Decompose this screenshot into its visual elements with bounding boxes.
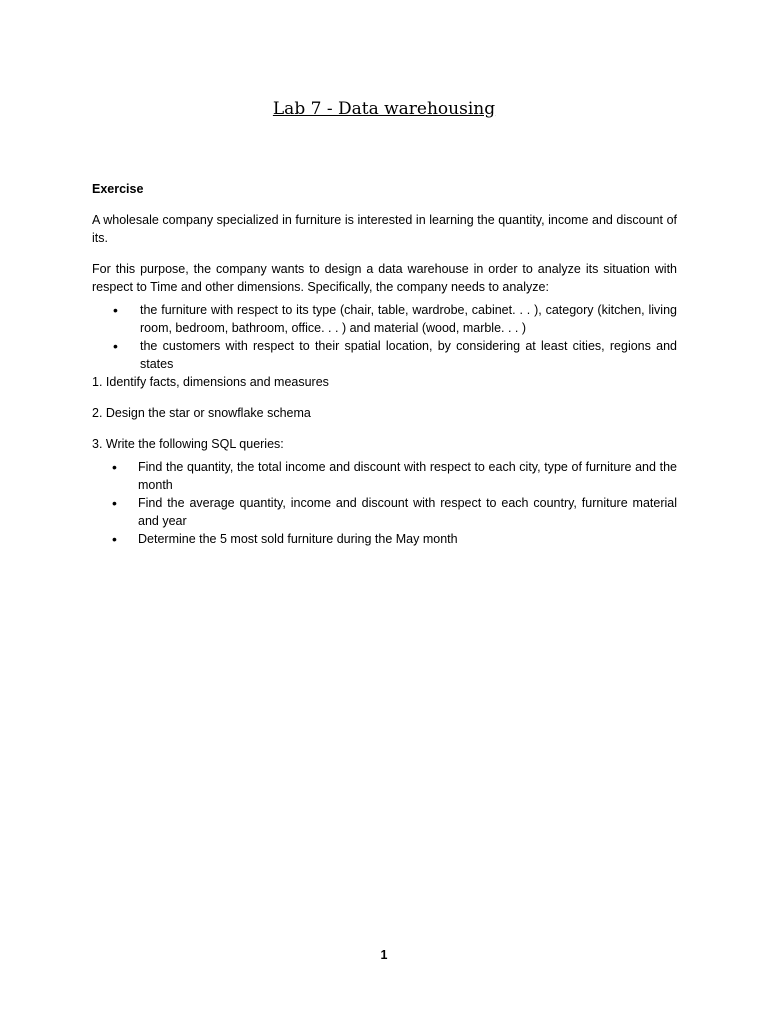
list-item [92, 530, 677, 548]
section-heading: Exercise [92, 182, 144, 196]
purpose-paragraph: For this purpose, the company wants to design a data warehouse in order to analyze its situation with respect to Time and other dimensions. Specifically, the company needs to analyze: [92, 262, 677, 294]
list-item [92, 458, 677, 494]
list-item [92, 337, 677, 373]
bullet-icon: • [112, 495, 117, 511]
list-item [92, 301, 677, 337]
list-item-text: the customers with respect to their spatial location, by considering at least cities, regions and states [140, 339, 677, 371]
list-item-text: Determine the 5 most sold furniture during the May month [138, 532, 458, 546]
list-item-text: Find the average quantity, income and discount with respect to each country, furniture material and year [138, 496, 677, 528]
bullet-icon: • [112, 531, 117, 547]
intro-paragraph: A wholesale company specialized in furniture is interested in learning the quantity, income and discount of its. [92, 213, 677, 245]
list-item-text: the furniture with respect to its type (chair, table, wardrobe, cabinet. . . ), category (kitchen, living room, bedroom, bathroom, office. . . ) and material (wood, marble. . . ) [140, 303, 677, 335]
bullet-icon: • [112, 459, 117, 475]
bullet-icon: • [113, 302, 118, 318]
page-title: Lab 7 - Data warehousing [272, 99, 496, 119]
query-bullet-list [92, 458, 677, 548]
task-item: 1. Identify facts, dimensions and measures [92, 375, 329, 389]
task-item: 2. Design the star or snowflake schema [92, 406, 311, 420]
list-item [92, 494, 677, 530]
document-body [92, 180, 677, 548]
bullet-icon: • [113, 338, 118, 354]
task-item: 3. Write the following SQL queries: [92, 437, 284, 451]
page-number: 1 [380, 948, 388, 962]
analysis-bullet-list [92, 301, 677, 373]
list-item-text: Find the quantity, the total income and discount with respect to each city, type of furniture and the month [138, 460, 677, 492]
